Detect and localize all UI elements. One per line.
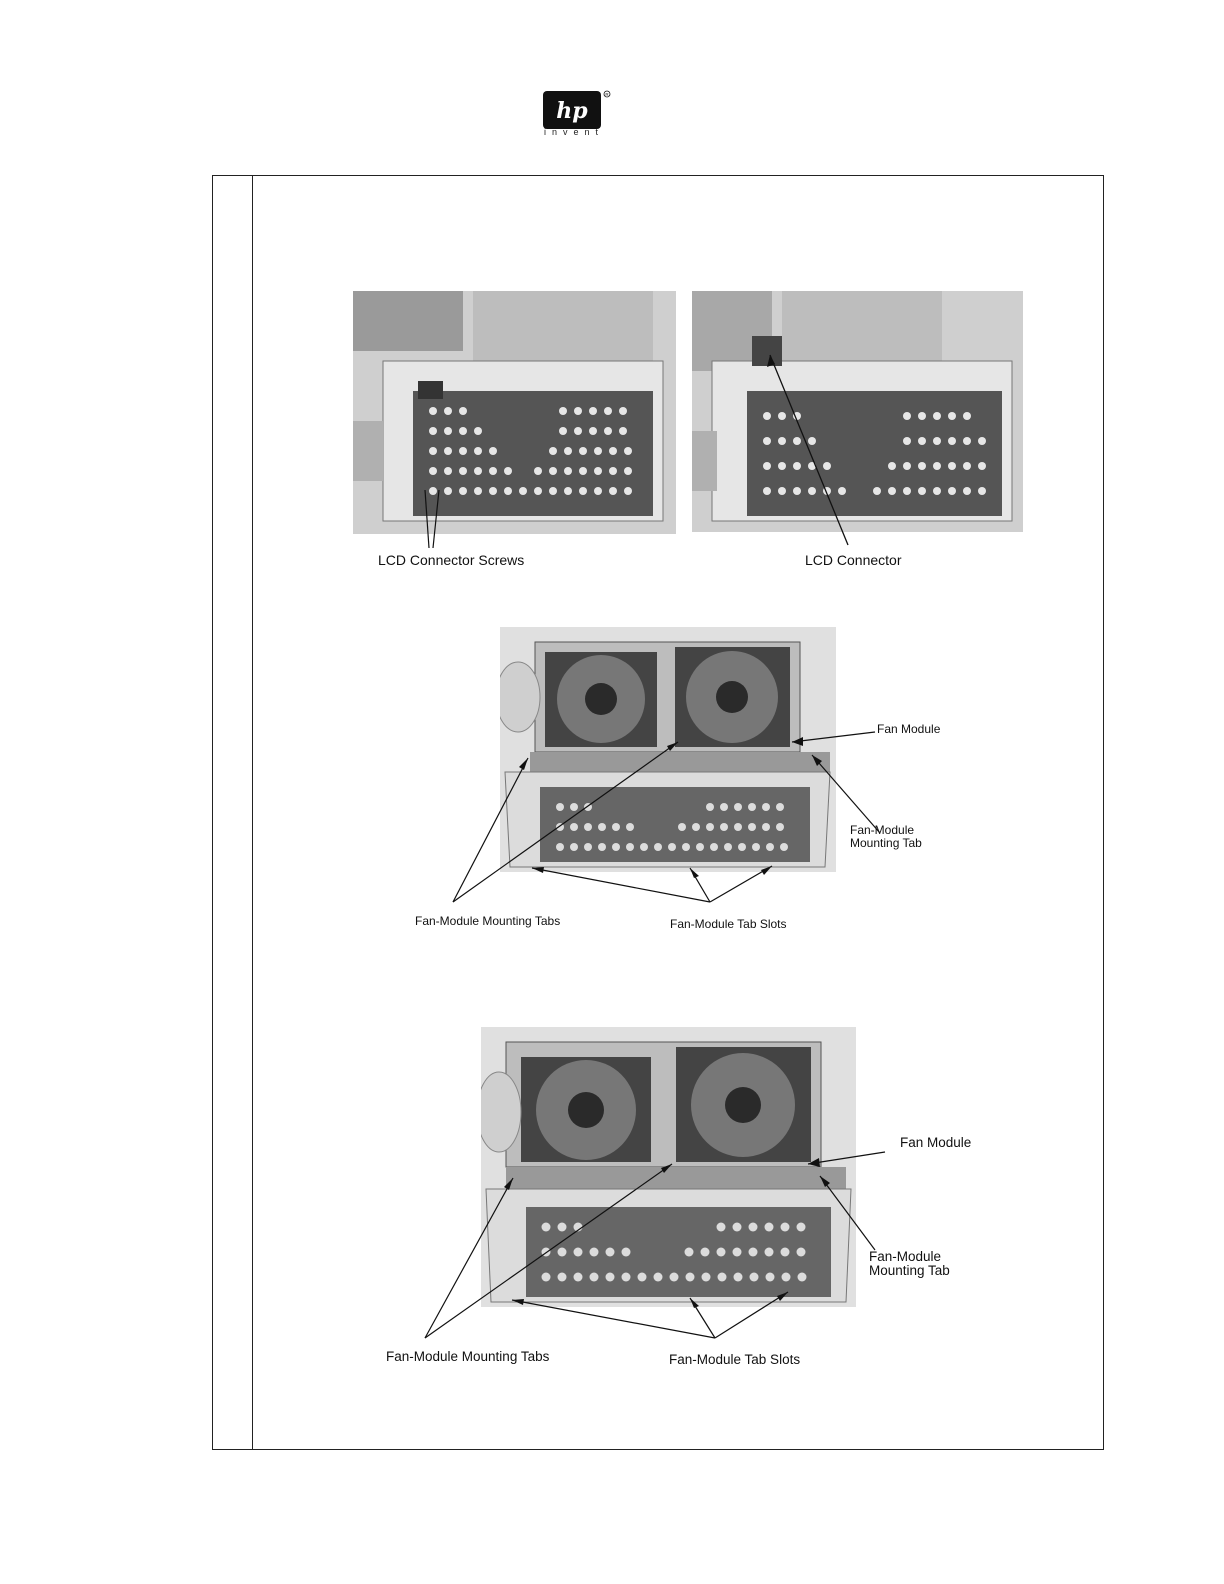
caption-lcd-connector: LCD Connector [805, 552, 902, 568]
logo-tagline: invent [544, 127, 605, 137]
arrows-fan-module-1 [420, 620, 880, 940]
arrows-lcd-screws [415, 490, 455, 550]
arrows-fan-module-2 [400, 1020, 900, 1380]
svg-text:hp: hp [556, 98, 588, 124]
label-fan-module-mounting-tab-2: Fan-Module Mounting Tab [869, 1249, 950, 1278]
label-fan-module-tab-slots-1: Fan-Module Tab Slots [670, 917, 787, 931]
label-fan-module-mounting-tabs-2: Fan-Module Mounting Tabs [386, 1349, 550, 1364]
label-fan-module-mounting-tabs-1: Fan-Module Mounting Tabs [415, 914, 561, 928]
caption-lcd-connector-screws: LCD Connector Screws [378, 552, 525, 568]
photo-lcd-connector-screws [353, 291, 676, 534]
arrow-lcd-connector [760, 350, 860, 550]
label-fan-module-mounting-tab-1: Fan-Module Mounting Tab [850, 823, 922, 850]
label-fan-module-1: Fan Module [877, 722, 941, 736]
label-fan-module-2: Fan Module [900, 1135, 972, 1150]
step-column-divider [252, 175, 253, 1450]
label-fan-module-tab-slots-2: Fan-Module Tab Slots [669, 1352, 801, 1367]
svg-text:R: R [605, 92, 609, 97]
